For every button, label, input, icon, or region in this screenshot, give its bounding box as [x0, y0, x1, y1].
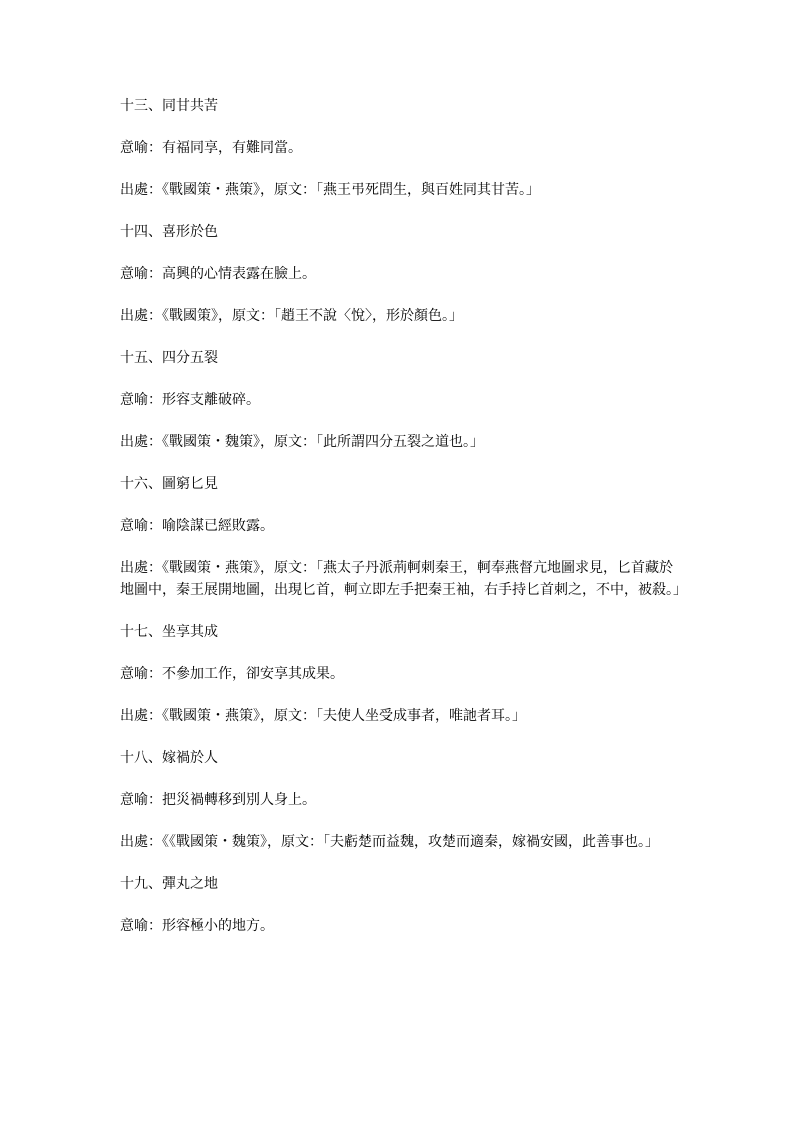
document-body [120, 95, 687, 957]
entry-source: 出處：《戰國策・魏策》，原文：「此所謂四分五裂之道也。」 [120, 434, 484, 450]
entry-meaning: 意喻：形容支離破碎。 [120, 392, 260, 408]
entry-heading: 十四、喜形於色 [120, 224, 218, 240]
entry-heading: 十三、同甘共苦 [120, 98, 218, 114]
entry-heading: 十五、四分五裂 [120, 350, 218, 366]
entry-source: 出處：《戰國策・燕策》，原文：「燕王弔死問生，與百姓同其甘苦。」 [120, 182, 540, 198]
entry-source: 出處：《戰國策》，原文：「趙王不說〈悅〉，形於顏色。」 [120, 308, 463, 324]
entry-heading: 十七、坐享其成 [120, 624, 218, 640]
entry-meaning: 意喻：形容極小的地方。 [120, 918, 274, 934]
entry-heading: 十九、彈丸之地 [120, 876, 218, 892]
entry-meaning: 意喻：高興的心情表露在臉上。 [120, 266, 316, 282]
entry-source: 出處：《戰國策・燕策》，原文：「燕太子丹派荊軻刺秦王，軻奉燕督亢地圖求見，匕首藏於地圖中，秦王展開地圖，出現匕首，軻立即左手把秦王袖，右手持匕首刺之，不中，被殺。」 [120, 560, 687, 598]
entry-meaning: 意喻：不參加工作，卻安享其成果。 [120, 666, 344, 682]
entry-source: 出處：《戰國策・燕策》，原文：「夫使人坐受成事者，唯訑者耳。」 [120, 708, 526, 724]
entry-source: 出處：《《戰國策・魏策》，原文：「夫虧楚而益魏，攻楚而適秦，嫁禍安國，此善事也。」 [120, 834, 659, 850]
entry-meaning: 意喻：喻陰謀已經敗露。 [120, 518, 274, 534]
entry-heading: 十六、圖窮匕見 [120, 476, 218, 492]
entry-heading: 十八、嫁禍於人 [120, 750, 218, 766]
entry-meaning: 意喻：有福同享，有難同當。 [120, 140, 302, 156]
entry-meaning: 意喻：把災禍轉移到別人身上。 [120, 792, 316, 808]
